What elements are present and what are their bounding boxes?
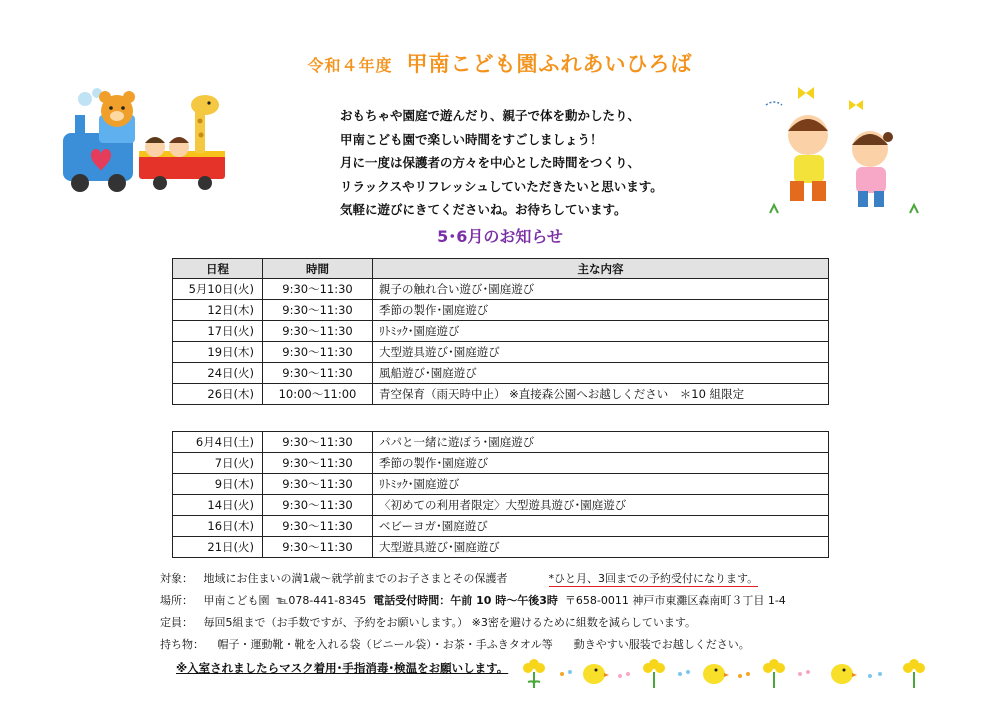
row-date: 16日(木) bbox=[173, 516, 263, 537]
row-date: 6月4日(土) bbox=[173, 432, 263, 453]
target-text: 地域にお住まいの満1歳～就学前までのお子さまとその保護者 bbox=[203, 572, 508, 585]
target-note: *ひと月、3回までの予約受付になります。 bbox=[548, 572, 759, 585]
table-row bbox=[173, 384, 829, 405]
flower-icon bbox=[903, 659, 925, 688]
row-time: 9:30～11:30 bbox=[263, 474, 373, 495]
capacity-text: 毎回5組まで（お手数ですが、予約をお願いします。） bbox=[203, 616, 469, 629]
row-time: 9:30～11:30 bbox=[263, 363, 373, 384]
table-row bbox=[173, 300, 829, 321]
header-content: 主な内容 bbox=[373, 259, 829, 279]
intro-line: リラックスやリフレッシュしていただきたいと思います。 bbox=[340, 178, 663, 194]
row-date: 24日(火) bbox=[173, 363, 263, 384]
flower-icon bbox=[763, 659, 785, 688]
page-title bbox=[0, 48, 1000, 78]
chick-icon bbox=[583, 664, 609, 684]
row-date: 26日(木) bbox=[173, 384, 263, 405]
row-content: ﾘﾄﾐｯｸ･園庭遊び bbox=[373, 474, 829, 495]
table-row bbox=[173, 537, 829, 558]
row-content: 〈初めての利用者限定〉大型遊具遊び･園庭遊び bbox=[373, 495, 829, 516]
row-time: 9:30～11:30 bbox=[263, 279, 373, 300]
intro-line: おもちゃや園庭で遊んだり、親子で体を動かしたり、 bbox=[340, 108, 641, 123]
items-note: 動きやすい服装でお越しください。 bbox=[573, 638, 750, 651]
place-tel: ℡078‐441‐8345 bbox=[276, 594, 367, 607]
capacity-label: 定員： bbox=[160, 616, 193, 629]
flower-chick-decoration bbox=[518, 652, 938, 692]
schedule-table-may bbox=[172, 258, 829, 405]
warning-note: ※入室されましたらマスク着用･手指消毒･検温をお願いします。 bbox=[176, 661, 509, 675]
title-era: 令和４年度 bbox=[307, 56, 393, 75]
place-reception: 電話受付時間：午前 10 時～午後3時 bbox=[373, 594, 558, 607]
row-content: 風船遊び･園庭遊び bbox=[373, 363, 829, 384]
row-date: 12日(木) bbox=[173, 300, 263, 321]
row-content: 大型遊具遊び･園庭遊び bbox=[373, 537, 829, 558]
row-date: 17日(火) bbox=[173, 321, 263, 342]
row-date: 14日(火) bbox=[173, 495, 263, 516]
info-items bbox=[160, 636, 750, 652]
row-content: パパと一緒に遊ぼう･園庭遊び bbox=[373, 432, 829, 453]
place-name: 甲南こども園 bbox=[203, 594, 270, 607]
table-row bbox=[173, 363, 829, 384]
intro-line: 月に一度は保護者の方々を中心とした時間をつくり、 bbox=[340, 155, 641, 170]
items-text: 帽子・運動靴・靴を入れる袋（ビニール袋）・お茶・手ふきタオル等 bbox=[217, 638, 553, 651]
table-row bbox=[173, 495, 829, 516]
place-address: 〒658-0011 神戸市東灘区森南町３丁目 1-4 bbox=[564, 594, 786, 607]
row-time: 9:30～11:30 bbox=[263, 321, 373, 342]
schedule-table-june bbox=[172, 431, 829, 558]
row-date: 9日(木) bbox=[173, 474, 263, 495]
info-place bbox=[160, 592, 786, 608]
row-time: 9:30～11:30 bbox=[263, 516, 373, 537]
running-kids-illustration bbox=[760, 85, 930, 220]
row-date: 7日(火) bbox=[173, 453, 263, 474]
row-content: 親子の触れ合い遊び･園庭遊び bbox=[373, 279, 829, 300]
row-date: 21日(火) bbox=[173, 537, 263, 558]
subtitle: 5･6月のお知らせ bbox=[437, 227, 563, 246]
table-row bbox=[173, 342, 829, 363]
train-illustration bbox=[55, 85, 235, 195]
row-time: 9:30～11:30 bbox=[263, 495, 373, 516]
intro-line: 気軽に遊びにきてくださいね。お待ちしています。 bbox=[340, 202, 627, 217]
chick-icon bbox=[831, 664, 857, 684]
row-content: 大型遊具遊び･園庭遊び bbox=[373, 342, 829, 363]
chick-icon bbox=[703, 664, 729, 684]
table-row bbox=[173, 432, 829, 453]
row-time: 9:30～11:30 bbox=[263, 537, 373, 558]
flower-icon bbox=[523, 659, 545, 688]
row-time: 10:00～11:00 bbox=[263, 384, 373, 405]
row-time: 9:30～11:30 bbox=[263, 453, 373, 474]
table-row bbox=[173, 516, 829, 537]
capacity-note: ※3密を避けるために組数を減らしています。 bbox=[471, 616, 696, 629]
intro-line: 甲南こども園で楽しい時間をすごしましょう！ bbox=[340, 131, 603, 147]
flower-icon bbox=[643, 659, 665, 688]
info-capacity bbox=[160, 614, 696, 630]
table-row bbox=[173, 279, 829, 300]
table-row bbox=[173, 474, 829, 495]
table-row bbox=[173, 453, 829, 474]
row-content: 季節の製作･園庭遊び bbox=[373, 453, 829, 474]
row-date: 5月10日(火) bbox=[173, 279, 263, 300]
place-label: 場所： bbox=[160, 594, 193, 607]
items-label: 持ち物： bbox=[160, 638, 204, 651]
row-content: 青空保育（雨天時中止） ※直接森公園へお越しください ＊10 組限定 bbox=[373, 384, 829, 405]
title-main: 甲南こども園ふれあいひろば bbox=[406, 52, 693, 76]
target-label: 対象： bbox=[160, 572, 193, 585]
header-time: 時間 bbox=[263, 259, 373, 279]
row-content: ベビーヨガ･園庭遊び bbox=[373, 516, 829, 537]
info-target bbox=[160, 570, 758, 586]
table-header-row bbox=[173, 259, 829, 279]
row-date: 19日(木) bbox=[173, 342, 263, 363]
row-content: ﾘﾄﾐｯｸ･園庭遊び bbox=[373, 321, 829, 342]
row-time: 9:30～11:30 bbox=[263, 432, 373, 453]
intro-text bbox=[340, 104, 700, 222]
row-time: 9:30～11:30 bbox=[263, 342, 373, 363]
header-date: 日程 bbox=[173, 259, 263, 279]
row-content: 季節の製作･園庭遊び bbox=[373, 300, 829, 321]
table-row bbox=[173, 321, 829, 342]
row-time: 9:30～11:30 bbox=[263, 300, 373, 321]
